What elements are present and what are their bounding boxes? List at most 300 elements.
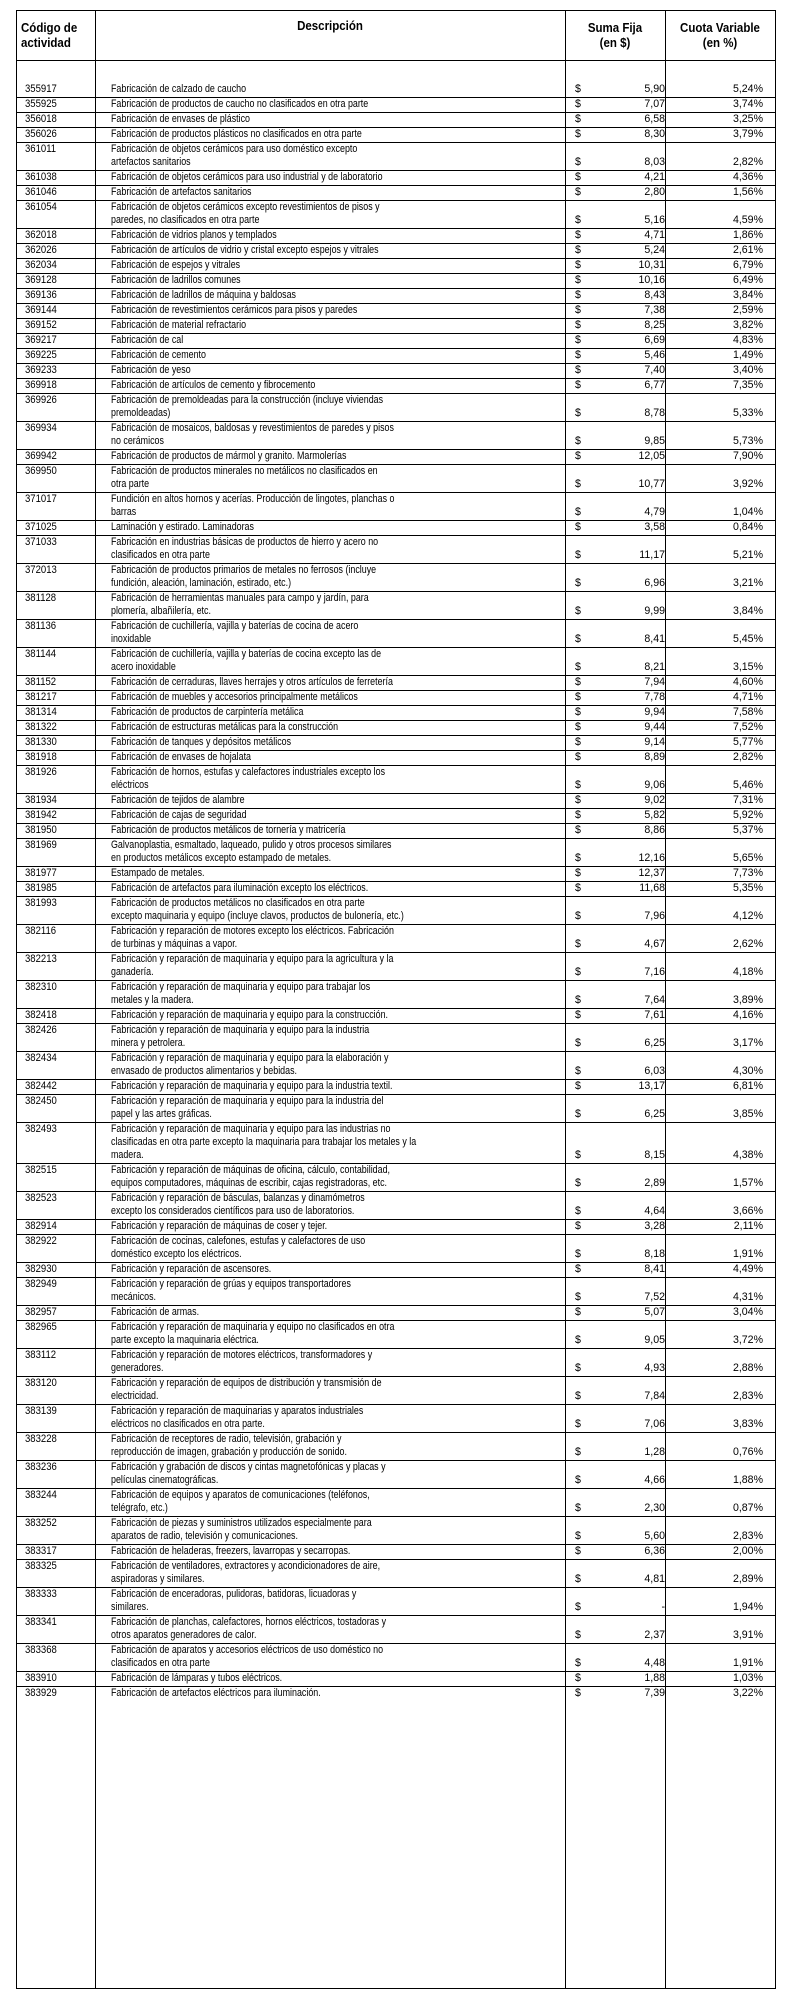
activity-description: en productos metálicos excepto estampado de metales. (111, 852, 332, 864)
activity-description: Fabricación y reparación de maquinaria y equipo para la industria (111, 1024, 370, 1036)
currency-symbol: $ (575, 435, 581, 447)
cuota-variable-value: 5,37% (732, 824, 763, 836)
cuota-variable-value: 4,60% (732, 676, 763, 688)
table-row (17, 808, 777, 823)
suma-fija-value: 7,52 (644, 1291, 665, 1303)
cuota-variable-value: 1,86% (732, 229, 763, 241)
cuota-variable-value: 6,49% (732, 274, 763, 286)
activity-code: 382450 (25, 1095, 57, 1107)
activity-description: Fabricación de objetos cerámicos para uso industrial y de laboratorio (111, 171, 383, 183)
activity-description: Fabricación de ladrillos comunes (111, 274, 241, 286)
table-row (17, 1587, 777, 1615)
table-row (17, 1516, 777, 1544)
cuota-variable-value: 4,16% (732, 1009, 763, 1021)
activity-description: Fabricación y reparación de máquinas de oficina, cálculo, contabilidad, (111, 1164, 390, 1176)
table-row (17, 127, 777, 142)
activity-description: plomería, albañilería, etc. (111, 605, 211, 617)
cuota-variable-value: 3,25% (732, 113, 763, 125)
suma-fija-value: 6,77 (644, 379, 665, 391)
activity-description: doméstico excepto los eléctricos. (111, 1248, 242, 1260)
currency-symbol: $ (575, 407, 581, 419)
table-row (17, 200, 777, 228)
currency-symbol: $ (575, 1065, 581, 1077)
suma-fija-value: 2,30 (644, 1502, 665, 1514)
activity-description: madera. (111, 1149, 144, 1161)
cuota-variable-value: 4,71% (732, 691, 763, 703)
cuota-variable-value: 7,52% (732, 721, 763, 733)
activity-code: 383252 (25, 1517, 57, 1529)
suma-fija-value: 10,77 (638, 478, 665, 490)
table-row (17, 705, 777, 720)
suma-fija-value: 9,14 (644, 736, 665, 748)
cuota-variable-value: 4,38% (732, 1149, 763, 1161)
activity-code: 362018 (25, 229, 57, 241)
activity-code: 383112 (25, 1349, 57, 1361)
currency-symbol: $ (575, 1474, 581, 1486)
cuota-variable-value: 2,89% (732, 1573, 763, 1585)
currency-symbol: $ (575, 1149, 581, 1161)
table-row (17, 619, 777, 647)
suma-fija-value: 8,89 (644, 751, 665, 763)
activity-code: 381918 (25, 751, 57, 763)
activity-description: barras (111, 506, 137, 518)
currency-symbol: $ (575, 1629, 581, 1641)
activity-description: Fabricación y reparación de maquinaria y equipo no clasificados en otra (111, 1321, 395, 1333)
activity-code: 383139 (25, 1405, 57, 1417)
table-row (17, 1376, 777, 1404)
activity-description: metales y la madera. (111, 994, 194, 1006)
activity-description: Fabricación y reparación de motores excepto los eléctricos. Fabricación (111, 925, 394, 937)
table-row (17, 1023, 777, 1051)
activity-description: Fabricación de vidrios planos y templados (111, 229, 277, 241)
suma-fija-value: 4,21 (644, 171, 665, 183)
table-row (17, 1320, 777, 1348)
activity-description: Fabricación de premoldeadas para la construcción (incluye viviendas (111, 394, 384, 406)
activity-table (16, 10, 776, 1989)
table-row (17, 896, 777, 924)
cuota-variable-value: 1,94% (732, 1601, 763, 1613)
table-row (17, 720, 777, 735)
suma-fija-value: 3,58 (644, 521, 665, 533)
table-row (17, 303, 777, 318)
activity-description: Galvanoplastia, esmaltado, laqueado, pulido y otros procesos similares (111, 839, 392, 851)
activity-code: 383910 (25, 1672, 57, 1684)
table-row (17, 924, 777, 952)
currency-symbol: $ (575, 319, 581, 331)
activity-description: electricidad. (111, 1390, 159, 1402)
header-suma-fija: Suma Fija (en $) (587, 20, 643, 50)
cuota-variable-value: 3,22% (732, 1687, 763, 1699)
currency-symbol: $ (575, 364, 581, 376)
table-row (17, 735, 777, 750)
suma-fija-value: 7,06 (644, 1418, 665, 1430)
cuota-variable-value: 3,40% (732, 364, 763, 376)
currency-symbol: $ (575, 259, 581, 271)
table-row (17, 378, 777, 393)
suma-fija-value: 4,66 (644, 1474, 665, 1486)
activity-description: Fabricación de mosaicos, baldosas y revestimientos de paredes y pisos (111, 422, 394, 434)
activity-code: 371025 (25, 521, 57, 533)
header-code-line: Código de (21, 20, 78, 35)
activity-code: 361038 (25, 171, 57, 183)
currency-symbol: $ (575, 128, 581, 140)
activity-description: Fabricación de productos minerales no metálicos no clasificados en (111, 465, 378, 477)
table-row (17, 464, 777, 492)
activity-description: Fabricación de calzado de caucho (111, 83, 247, 95)
activity-description: Fabricación de artículos de vidrio y cristal excepto espejos y vitrales (111, 244, 379, 256)
currency-symbol: $ (575, 1530, 581, 1542)
activity-description: Fabricación en industrias básicas de productos de hierro y acero no (111, 536, 379, 548)
activity-code: 369918 (25, 379, 57, 391)
currency-symbol: $ (575, 1390, 581, 1402)
activity-code: 381926 (25, 766, 57, 778)
currency-symbol: $ (575, 1037, 581, 1049)
suma-fija-value: 9,06 (644, 779, 665, 791)
activity-code: 382442 (25, 1080, 57, 1092)
activity-description: Fabricación de cuchillería, vajilla y baterías de cocina excepto las de (111, 648, 382, 660)
suma-fija-value: 4,64 (644, 1205, 665, 1217)
table-row (17, 675, 777, 690)
suma-fija-value: 9,44 (644, 721, 665, 733)
suma-fija-value: 11,68 (639, 882, 665, 894)
activity-description: ganadería. (111, 966, 154, 978)
cuota-variable-value: 6,79% (732, 259, 763, 271)
activity-code: 382515 (25, 1164, 57, 1176)
suma-fija-value: 4,48 (644, 1657, 665, 1669)
activity-description: Fabricación de productos de carpintería metálica (111, 706, 304, 718)
activity-code: 371017 (25, 493, 57, 505)
cuota-variable-value: 5,21% (732, 549, 763, 561)
suma-fija-value: 12,16 (638, 852, 665, 864)
cuota-variable-value: 3,84% (732, 605, 763, 617)
header-divider (17, 60, 775, 61)
activity-description: aparatos de radio, televisión y comunicaciones. (111, 1530, 298, 1542)
cuota-variable-value: 1,04% (732, 506, 763, 518)
currency-symbol: $ (575, 1418, 581, 1430)
activity-code: 362026 (25, 244, 57, 256)
activity-description: no cerámicos (111, 435, 164, 447)
activity-description: Fabricación y reparación de maquinaria y equipo para las industrias no (111, 1123, 391, 1135)
activity-description: Fabricación de artefactos para iluminación excepto los eléctricos. (111, 882, 369, 894)
table-row (17, 1432, 777, 1460)
activity-code: 381136 (25, 620, 57, 632)
table-row (17, 1615, 777, 1643)
suma-fija-value: 1,88 (644, 1672, 665, 1684)
header-description: Descripción (297, 19, 363, 33)
activity-code: 361011 (25, 143, 57, 155)
activity-code: 382930 (25, 1263, 57, 1275)
activity-description: Fabricación de envases de plástico (111, 113, 251, 125)
currency-symbol: $ (575, 1657, 581, 1669)
table-row (17, 881, 777, 896)
suma-fija-value: 7,84 (644, 1390, 665, 1402)
currency-symbol: $ (575, 794, 581, 806)
activity-description: Fabricación de muebles y accesorios principalmente metálicos (111, 691, 358, 703)
suma-fija-value: 7,61 (644, 1009, 665, 1021)
activity-description: clasificadas en otra parte excepto la maquinaria para trabajar los metales y la (111, 1136, 417, 1148)
activity-description: Fabricación y reparación de maquinaria y equipo para la industria textil. (111, 1080, 393, 1092)
currency-symbol: $ (575, 751, 581, 763)
table-row (17, 823, 777, 838)
suma-fija-value: 7,39 (644, 1687, 665, 1699)
activity-description: envasado de productos alimentarios y bebidas. (111, 1065, 298, 1077)
table-row (17, 421, 777, 449)
suma-fija-value: 6,58 (644, 113, 665, 125)
table-row (17, 1122, 777, 1163)
cuota-variable-value: 7,90% (732, 450, 763, 462)
currency-symbol: $ (575, 809, 581, 821)
activity-code: 382949 (25, 1278, 57, 1290)
currency-symbol: $ (575, 966, 581, 978)
activity-description: Fabricación de tejidos de alambre (111, 794, 245, 806)
activity-code: 382523 (25, 1192, 57, 1204)
table-row (17, 243, 777, 258)
cuota-variable-value: 2,83% (732, 1390, 763, 1402)
suma-fija-value: 9,99 (644, 605, 665, 617)
currency-symbol: $ (575, 721, 581, 733)
currency-symbol: $ (575, 289, 581, 301)
table-row (17, 185, 777, 200)
cuota-variable-value: 5,65% (732, 852, 763, 864)
cuota-variable-value: 3,04% (732, 1306, 763, 1318)
activity-description: Fabricación y reparación de ascensores. (111, 1263, 272, 1275)
cuota-variable-value: 4,59% (732, 214, 763, 226)
currency-symbol: $ (575, 1601, 581, 1613)
cuota-variable-value: 3,92% (732, 478, 763, 490)
activity-description: Fabricación y reparación de básculas, balanzas y dinamómetros (111, 1192, 365, 1204)
table-row (17, 535, 777, 563)
table-row (17, 1163, 777, 1191)
cuota-variable-value: 5,45% (732, 633, 763, 645)
suma-fija-value: 8,30 (644, 128, 665, 140)
currency-symbol: $ (575, 1687, 581, 1699)
activity-description: Fabricación de cemento (111, 349, 206, 361)
activity-code: 381934 (25, 794, 57, 806)
suma-fija-value: 8,15 (644, 1149, 665, 1161)
activity-code: 369144 (25, 304, 57, 316)
table-row (17, 1404, 777, 1432)
activity-code: 383244 (25, 1489, 57, 1501)
suma-fija-value: 9,05 (644, 1334, 665, 1346)
table-row (17, 690, 777, 705)
suma-fija-value: 12,05 (638, 450, 665, 462)
currency-symbol: $ (575, 1334, 581, 1346)
suma-fija-value: 8,43 (644, 289, 665, 301)
suma-fija-value: 6,25 (644, 1037, 665, 1049)
activity-description: artefactos sanitarios (111, 156, 191, 168)
activity-description: Fabricación de piezas y suministros utilizados especialmente para (111, 1517, 372, 1529)
suma-fija-value: 2,37 (644, 1629, 665, 1641)
table-row (17, 563, 777, 591)
table-row (17, 1191, 777, 1219)
suma-fija-value: 4,93 (644, 1362, 665, 1374)
cuota-variable-value: 5,73% (732, 435, 763, 447)
activity-code: 383341 (25, 1616, 57, 1628)
cuota-variable-value: 7,58% (732, 706, 763, 718)
activity-code: 371033 (25, 536, 57, 548)
currency-symbol: $ (575, 1220, 581, 1232)
suma-fija-value: 6,69 (644, 334, 665, 346)
suma-fija-value: 8,41 (644, 633, 665, 645)
table-row (17, 1079, 777, 1094)
cuota-variable-value: 2,88% (732, 1362, 763, 1374)
currency-symbol: $ (575, 1263, 581, 1275)
currency-symbol: $ (575, 706, 581, 718)
suma-fija-value: 7,07 (644, 98, 665, 110)
activity-description: similares. (111, 1601, 149, 1613)
activity-description: Fabricación de objetos cerámicos excepto revestimientos de pisos y (111, 201, 380, 213)
cuota-variable-value: 2,61% (732, 244, 763, 256)
activity-code: 381993 (25, 897, 57, 909)
header-cuota-variable: Cuota Variable (en %) (680, 20, 760, 50)
suma-fija-value: 13,17 (638, 1080, 665, 1092)
suma-fija-value: 5,07 (644, 1306, 665, 1318)
activity-description: Fabricación de objetos cerámicos para uso doméstico excepto (111, 143, 358, 155)
cuota-variable-value: 1,88% (732, 1474, 763, 1486)
table-row (17, 952, 777, 980)
currency-symbol: $ (575, 171, 581, 183)
cuota-variable-value: 4,36% (732, 171, 763, 183)
table-row (17, 288, 777, 303)
table-row (17, 82, 777, 97)
activity-description: Fabricación de artefactos eléctricos para iluminación. (111, 1687, 321, 1699)
activity-description: Fabricación de productos metálicos de tornería y matricería (111, 824, 346, 836)
activity-code: 369152 (25, 319, 57, 331)
table-row (17, 838, 777, 866)
activity-code: 382922 (25, 1235, 57, 1247)
activity-description: Fabricación de receptores de radio, televisión, grabación y (111, 1433, 342, 1445)
currency-symbol: $ (575, 577, 581, 589)
activity-description: Fabricación de equipos y aparatos de comunicaciones (teléfonos, (111, 1489, 370, 1501)
activity-code: 381217 (25, 691, 57, 703)
suma-fija-value: 8,25 (644, 319, 665, 331)
currency-symbol: $ (575, 214, 581, 226)
activity-code: 369934 (25, 422, 57, 434)
activity-code: 381977 (25, 867, 57, 879)
suma-fija-value: 10,16 (638, 274, 665, 286)
table-row (17, 112, 777, 127)
currency-symbol: $ (575, 506, 581, 518)
table-row (17, 449, 777, 464)
activity-code: 355917 (25, 83, 57, 95)
activity-description: Fabricación y reparación de maquinaria y equipo para la elaboración y (111, 1052, 389, 1064)
activity-description: Fabricación y reparación de maquinaria y equipo para trabajar los (111, 981, 371, 993)
table-row (17, 1008, 777, 1023)
activity-description: otra parte (111, 478, 150, 490)
activity-description: Fabricación y reparación de maquinaria y equipo para la construcción. (111, 1009, 389, 1021)
cuota-variable-value: 3,89% (732, 994, 763, 1006)
activity-code: 383317 (25, 1545, 57, 1557)
cuota-variable-value: 7,35% (732, 379, 763, 391)
table-row (17, 228, 777, 243)
activity-code: 369233 (25, 364, 57, 376)
activity-code: 381330 (25, 736, 57, 748)
table-row (17, 1643, 777, 1671)
currency-symbol: $ (575, 1446, 581, 1458)
table-row (17, 1094, 777, 1122)
currency-symbol: $ (575, 1177, 581, 1189)
activity-code: 369926 (25, 394, 57, 406)
suma-fija-value: 2,80 (644, 186, 665, 198)
activity-description: Fabricación y reparación de grúas y equipos transportadores (111, 1278, 351, 1290)
activity-description: Fabricación de heladeras, freezers, lavarropas y secarropas. (111, 1545, 351, 1557)
suma-fija-value: 4,71 (644, 229, 665, 241)
cuota-variable-value: 3,83% (732, 1418, 763, 1430)
cuota-variable-value: 3,17% (732, 1037, 763, 1049)
suma-fija-value: 5,24 (644, 244, 665, 256)
suma-fija-value: 5,46 (644, 349, 665, 361)
cuota-variable-value: 3,82% (732, 319, 763, 331)
currency-symbol: $ (575, 676, 581, 688)
activity-code: 369217 (25, 334, 57, 346)
activity-code: 383236 (25, 1461, 57, 1473)
activity-code: 381314 (25, 706, 57, 718)
currency-symbol: $ (575, 994, 581, 1006)
table-row (17, 980, 777, 1008)
currency-symbol: $ (575, 521, 581, 533)
table-row (17, 866, 777, 881)
activity-code: 369942 (25, 450, 57, 462)
header-code-line: actividad (21, 35, 71, 50)
cuota-variable-value: 5,35% (732, 882, 763, 894)
currency-symbol: $ (575, 661, 581, 673)
cuota-variable-value: 4,18% (732, 966, 763, 978)
table-row (17, 258, 777, 273)
cuota-variable-value: 4,12% (732, 910, 763, 922)
activity-description: Laminación y estirado. Laminadoras (111, 521, 254, 533)
currency-symbol: $ (575, 633, 581, 645)
table-row (17, 363, 777, 378)
activity-code: 356026 (25, 128, 57, 140)
activity-description: Fabricación y reparación de maquinaria y equipo para la industria del (111, 1095, 384, 1107)
suma-fija-value: - (661, 1601, 665, 1613)
cuota-variable-value: 3,85% (732, 1108, 763, 1120)
activity-description: Fabricación de productos primarios de metales no ferrosos (incluye (111, 564, 377, 576)
activity-code: 361054 (25, 201, 57, 213)
suma-fija-value: 8,78 (644, 407, 665, 419)
table-row (17, 1686, 777, 1701)
activity-description: reproducción de imagen, grabación y producción de sonido. (111, 1446, 347, 1458)
currency-symbol: $ (575, 349, 581, 361)
suma-fija-value: 6,25 (644, 1108, 665, 1120)
currency-symbol: $ (575, 244, 581, 256)
table-row (17, 318, 777, 333)
cuota-variable-value: 0,87% (732, 1502, 763, 1514)
cuota-variable-value: 0,76% (732, 1446, 763, 1458)
currency-symbol: $ (575, 113, 581, 125)
table-row (17, 1348, 777, 1376)
activity-description: eléctricos no clasificados en otra parte. (111, 1418, 265, 1430)
currency-symbol: $ (575, 824, 581, 836)
activity-description: Fabricación de estructuras metálicas para la construcción (111, 721, 339, 733)
suma-fija-value: 3,28 (644, 1220, 665, 1232)
activity-description: Fabricación y reparación de equipos de distribución y transmisión de (111, 1377, 382, 1389)
activity-code: 381950 (25, 824, 57, 836)
activity-description: Estampado de metales. (111, 867, 205, 879)
activity-code: 381322 (25, 721, 57, 733)
currency-symbol: $ (575, 867, 581, 879)
cuota-variable-value: 0,84% (732, 521, 763, 533)
currency-symbol: $ (575, 938, 581, 950)
cuota-variable-value: 2,59% (732, 304, 763, 316)
table-row (17, 520, 777, 535)
suma-fija-value: 4,79 (644, 506, 665, 518)
activity-description: fundición, aleación, laminación, estirado, etc.) (111, 577, 292, 589)
currency-symbol: $ (575, 1080, 581, 1092)
activity-description: Fabricación de artículos de cemento y fibrocemento (111, 379, 316, 391)
suma-fija-value: 7,16 (644, 966, 665, 978)
suma-fija-value: 4,67 (644, 938, 665, 950)
